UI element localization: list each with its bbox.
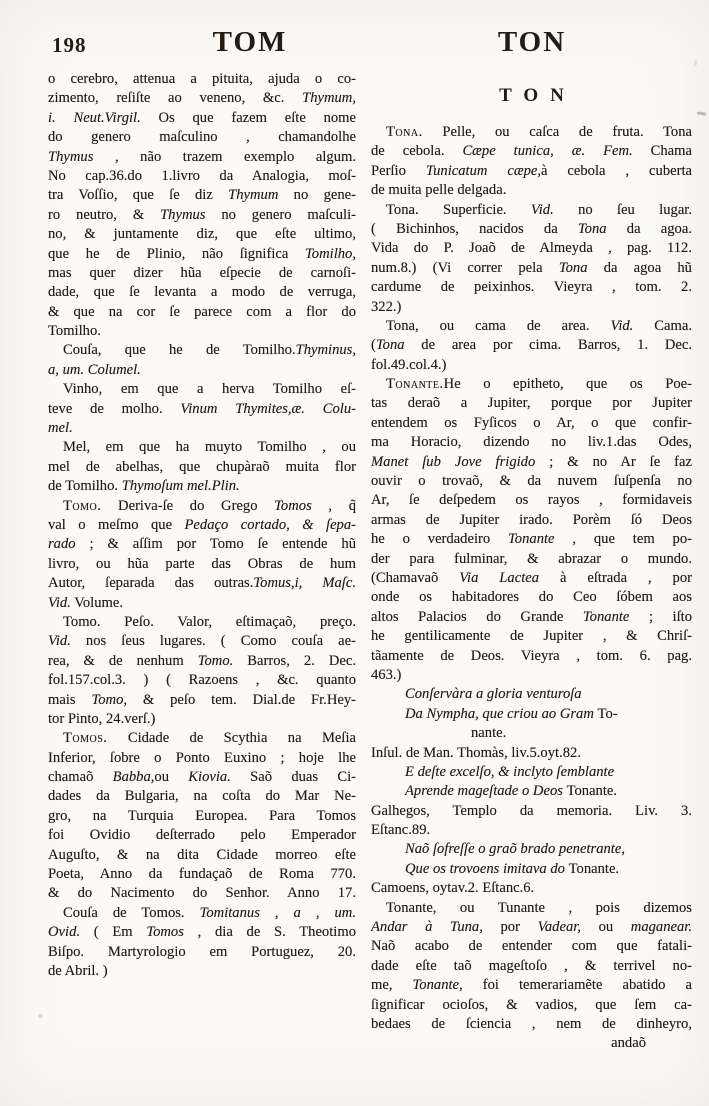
text-line: Couſa de Tomos. Tomitanus , a , um. bbox=[63, 904, 356, 921]
text-line: tra Voſſio, que ſe diz Thymum no gene- bbox=[48, 187, 356, 204]
page-number: 198 bbox=[52, 33, 87, 57]
text-line: ouvir o trovaõ, & da nuvem ſuſpenſa no bbox=[371, 473, 692, 490]
text-line: ( Bichinhos, nacidos da Tona da agoa. bbox=[371, 220, 692, 237]
text-line: Tona. Superficie. Vid. no ſeu lugar. bbox=[386, 201, 692, 218]
text-line: Tonante.He o epitheto, que os Poe- bbox=[386, 376, 692, 393]
text-line: Naõ acabo de entender com que fatali- bbox=[371, 938, 692, 955]
text-line: rado ; & aſſim por Tomo ſe entende hũ bbox=[48, 536, 356, 553]
text-line: Couſa, que he de Tomilho.Thyminus, bbox=[63, 342, 356, 359]
text-line: Vid. Volume. bbox=[48, 594, 124, 611]
text-line: altos Palacios do Grande Tonante ; iſto bbox=[371, 608, 692, 625]
text-line: der para fulminar, & abrazar o mundo. bbox=[371, 550, 692, 567]
text-line: teve de molho. Vinum Thymites,æ. Colu- bbox=[48, 400, 356, 417]
text-line: que he de Plinio, não ſignifica Tomilho, bbox=[48, 245, 356, 262]
text-line: num.8.) (Vi correr pela Tona da agoa hũ bbox=[371, 259, 692, 276]
text-line: cardume de peixinhos. Vieyra , tom. 2. bbox=[371, 279, 692, 296]
text-line: Galhegos, Templo da memoria. Liv. 3. bbox=[371, 802, 692, 819]
text-line: Thymus , não trazem exemplo algum. bbox=[48, 148, 356, 165]
text-line: Tomo. Peſo. Valor, eſtimaçaõ, preço. bbox=[63, 613, 356, 630]
text-line: do genero maſculino , chamandolhe bbox=[48, 129, 356, 146]
text-line: Naõ ſofreſſe o graõ brado penetrante, bbox=[405, 841, 625, 858]
text-line: fol.49.col.4.) bbox=[371, 356, 447, 373]
text-line: E deſte excelſo, & inclyto ſemblante bbox=[405, 763, 615, 780]
text-line: armas de Jupiter irado. Porèm ſó Deos bbox=[371, 511, 692, 528]
text-line: No cap.36.do 1.livro da Analogia, moſ- bbox=[48, 167, 356, 184]
text-line: Camoens, oytav.2. Eſtanc.6. bbox=[371, 880, 535, 897]
text-line: (Tona de area por cima. Barros, 1. Dec. bbox=[371, 337, 692, 354]
text-line: Da Nympha, que criou ao Gram To- bbox=[405, 705, 618, 722]
scan-artifact bbox=[697, 111, 706, 115]
text-line: de muita pelle delgada. bbox=[371, 182, 507, 199]
text-line: mas quer dizer hũa eſpecie de carnoſi- bbox=[48, 264, 356, 281]
text-line: tas deraõ a Jupiter, porque por Jupiter bbox=[371, 395, 692, 412]
text-line: de cebola. Cæpe tunica, æ. Fem. Chama bbox=[371, 143, 692, 160]
text-line: & que na cor ſe parece com a flor do bbox=[48, 303, 356, 320]
text-line: tãamente de Deos. Vieyra , tom. 6. pag. bbox=[371, 647, 692, 664]
text-line: mel de abelhas, que chupàraõ muita flor bbox=[48, 458, 356, 475]
text-line: & do Nacimento do Senhor. Anno 17. bbox=[48, 885, 356, 902]
text-line: nante. bbox=[471, 725, 507, 742]
text-line: Vid. nos ſeus lugares. ( Como couſa ae- bbox=[48, 633, 356, 650]
text-line: Biſpo. Martyrologio em Portuguez, 20. bbox=[48, 943, 356, 960]
text-line: Autor, ſeparada das outras.Tomus,i, Maſc. bbox=[48, 575, 356, 592]
text-line: a, um. Columel. bbox=[48, 361, 141, 378]
text-line: Tomo. Deriva-ſe do Grego Tomos , q̃ bbox=[63, 497, 356, 514]
scan-artifact bbox=[38, 1014, 43, 1018]
text-line: gro, na Turquia Europea. Para Tomos bbox=[48, 807, 356, 824]
text-line: ro neutro, & Thymus no genero maſculi- bbox=[48, 206, 356, 223]
catchword: andaõ bbox=[611, 1035, 646, 1052]
text-line: 463.) bbox=[371, 666, 402, 683]
text-line: Que os trovoens imitava do Tonante. bbox=[405, 860, 620, 877]
text-line: Tona. Pelle, ou caſca de fruta. Tona bbox=[386, 124, 692, 140]
text-line: bedaes de ſciencia , nem de dinheyro, bbox=[371, 1015, 692, 1032]
right-text-column bbox=[371, 70, 692, 1054]
text-line: Vida do P. Joaõ de Almeyda , pag. 112. bbox=[371, 240, 692, 257]
scan-artifact bbox=[694, 60, 697, 66]
text-line: Manet ſub Jove frigido ; & no Ar ſe faz bbox=[371, 453, 692, 470]
running-head-left: TOM bbox=[212, 26, 288, 58]
text-line: Tona, ou cama de area. Vid. Cama. bbox=[386, 317, 692, 334]
text-line: onde os habitadores do Ceo ſóbem aos bbox=[371, 589, 692, 606]
text-line: Conſervàra a gloria venturoſa bbox=[405, 686, 582, 703]
text-line: dade eſte taõ mageſtoſo , & terrivel no- bbox=[371, 957, 692, 974]
text-line: i. Neut.Virgil. Os que fazem eſte nome bbox=[48, 109, 356, 126]
right-column-lines bbox=[371, 123, 692, 1054]
text-line: ſignificar ocioſos, & vadios, que ſem ca- bbox=[371, 996, 692, 1013]
text-line: Tomilho. bbox=[48, 323, 101, 340]
text-line: ma Horacio, dizendo no liv.1.das Odes, bbox=[371, 434, 692, 451]
text-line: Perſio Tunicatum cæpe,à cebola , cuberta bbox=[371, 162, 692, 179]
section-heading: TON bbox=[499, 85, 576, 106]
text-line: fol.157.col.3. ) ( Razoens , &c. quanto bbox=[48, 672, 356, 689]
text-line: (Chamavaõ Via Lactea à eſtrada , por bbox=[371, 569, 692, 586]
text-line: livro, ou hũa parte das Obras de hum bbox=[48, 555, 356, 572]
text-line: Eſtanc.89. bbox=[371, 822, 431, 839]
text-line: he gentilicamente de Jupiter , & Chriſ- bbox=[371, 628, 692, 645]
text-line: Aprende mageſtade o Deos Tonante. bbox=[405, 783, 618, 800]
text-line: Andar à Tuna, por Vadear, ou maganear. bbox=[371, 919, 692, 936]
text-line: he o verdadeiro Tonante , que tem po- bbox=[371, 531, 692, 548]
text-line: dades da Bulgaria, na coſta do Mar Ne- bbox=[48, 788, 356, 805]
text-line: Tomos. Cidade de Scythia na Meſia bbox=[63, 730, 356, 747]
text-line: zimento, reſiſte ao veneno, &c. Thymum, bbox=[48, 90, 356, 107]
text-line: rea, & de nenhum Tomo. Barros, 2. Dec. bbox=[48, 652, 356, 669]
text-line: entendem os Fyſicos o Ar, o que confir- bbox=[371, 414, 692, 431]
text-line: val o meſmo que Pedaço cortado, & ſepa- bbox=[48, 516, 356, 533]
text-line: chamaõ Babba,ou Kiovia. Saõ duas Ci- bbox=[48, 769, 356, 786]
text-line: Tonante, ou Tunante , pois dizemos bbox=[386, 899, 692, 916]
text-line: me, Tonante, foi temerariamẽte abatido a bbox=[371, 977, 692, 994]
text-line: Mel, em que ha muyto Tomilho , ou bbox=[63, 439, 356, 456]
text-line: Poeta, Anno da fundaçaõ de Roma 770. bbox=[48, 866, 356, 883]
text-line: Vinho, em que a herva Tomilho eſ- bbox=[63, 381, 356, 398]
text-line: foi Ovidio deſterrado pelo Emperador bbox=[48, 827, 356, 844]
text-line: Auguſto, & na dita Cidade morreo eſte bbox=[48, 846, 356, 863]
text-line: mais Tomo, & peſo tem. Dial.de Fr.Hey- bbox=[48, 691, 356, 708]
text-line: de Tomilho. Thymoſum mel.Plin. bbox=[48, 478, 240, 495]
running-head-right: TON bbox=[497, 26, 567, 58]
text-line: 322.) bbox=[371, 298, 402, 315]
left-text-column bbox=[48, 70, 356, 981]
text-line: o cerebro, attenua a pituita, ajuda o co- bbox=[48, 71, 356, 87]
text-line: Inſul. de Man. Thomàs, liv.5.oyt.82. bbox=[371, 744, 581, 761]
text-line: Inferior, ſobre o Ponto Euxino ; hoje lhe bbox=[48, 749, 356, 766]
text-line: de Abril. ) bbox=[48, 962, 108, 979]
text-line: Ar, ſe deſpedem os rayos , formidaveis bbox=[371, 492, 692, 509]
text-line: no, & juntamente diz, que eſte ultimo, bbox=[48, 226, 356, 243]
text-line: Ovid. ( Em Tomos , dia de S. Theotimo bbox=[48, 924, 356, 941]
text-line: dade, que ſe levanta a modo de verruga, bbox=[48, 284, 356, 301]
text-line: tor Pinto, 24.verſ.) bbox=[48, 710, 156, 727]
text-line: mel. bbox=[48, 420, 73, 437]
